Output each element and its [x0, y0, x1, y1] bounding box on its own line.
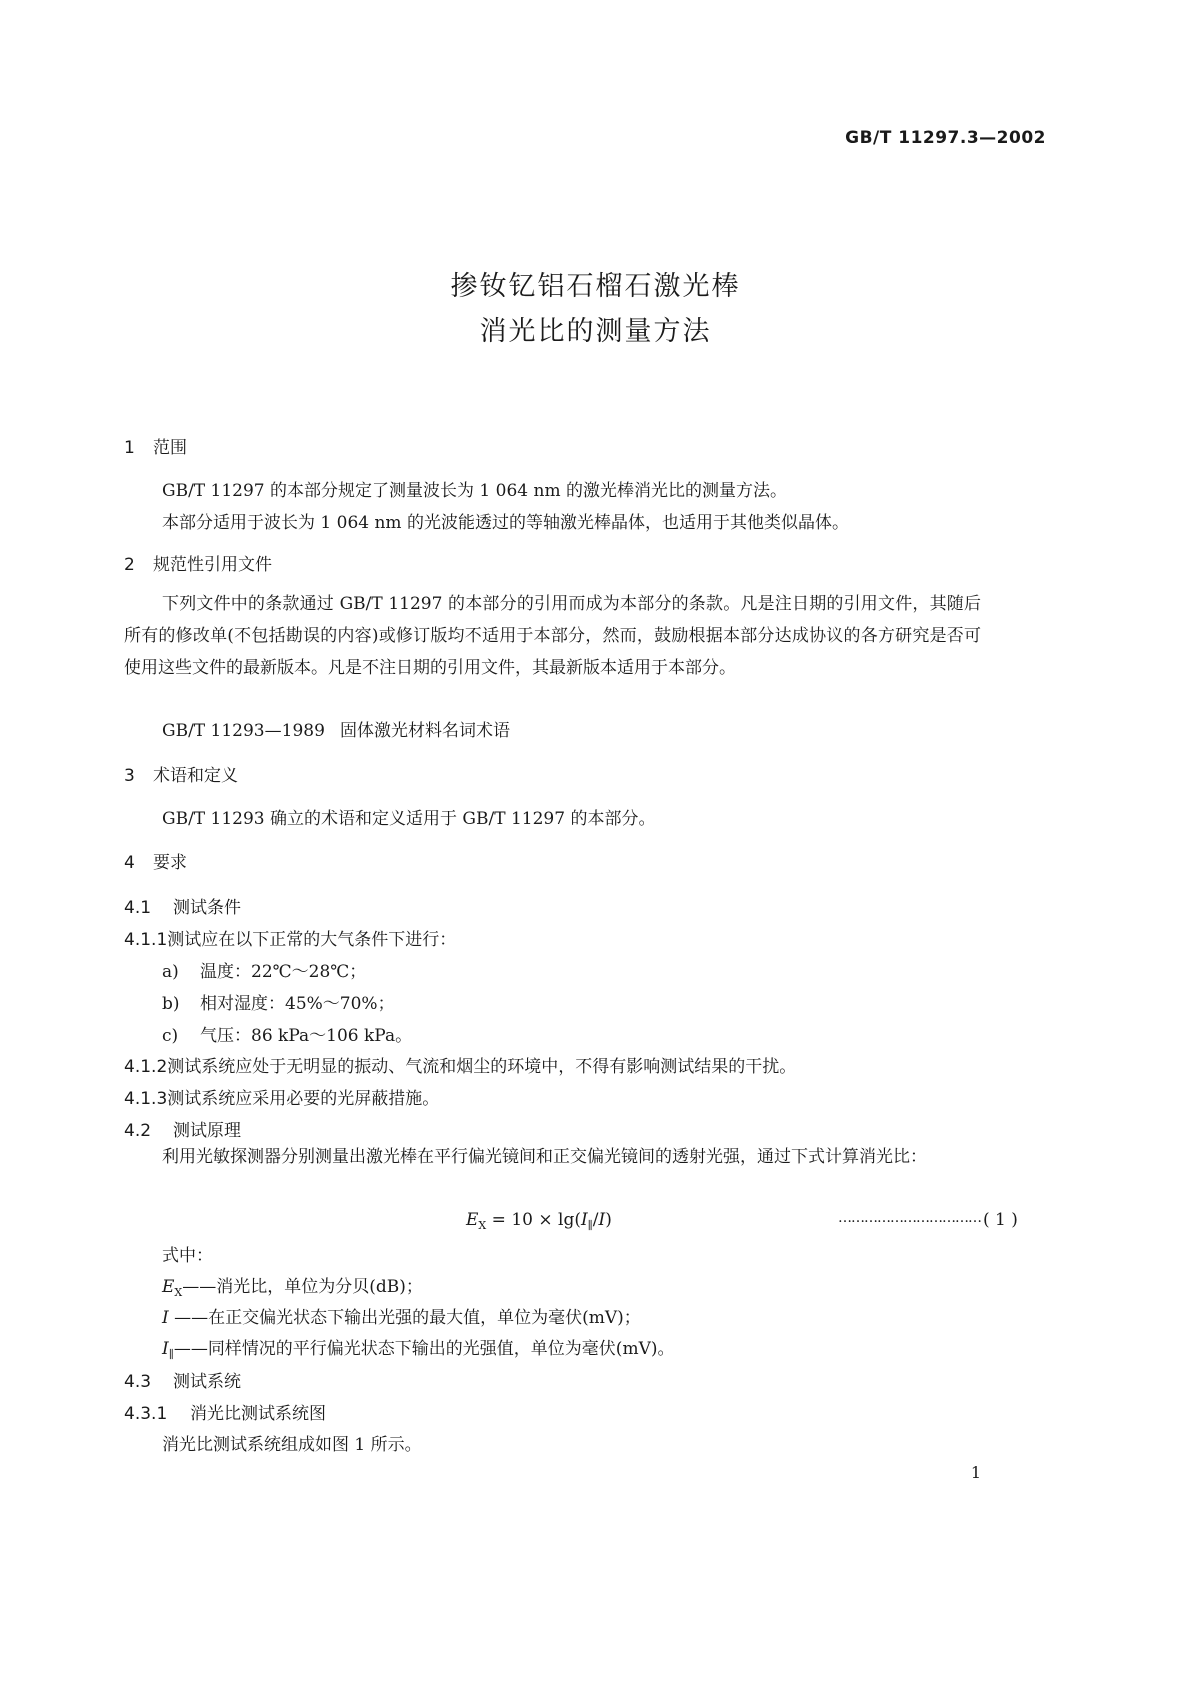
clause-number: 4.3.1	[124, 1404, 168, 1424]
section-title: 规范性引用文件	[153, 555, 272, 575]
clause-number: 4.1.1	[124, 930, 168, 950]
section-number: 3	[124, 766, 135, 786]
where-intro: 式中：	[162, 1246, 213, 1266]
clause-4-1-2	[124, 1052, 796, 1077]
clause-number: 4.1.2	[124, 1057, 168, 1077]
clause-4-3-1-heading	[124, 1399, 326, 1424]
list-item	[162, 989, 395, 1014]
section-title: 术语和定义	[153, 766, 238, 786]
formula-symbol: I	[162, 1308, 169, 1328]
subsection-title: 测试原理	[173, 1121, 241, 1141]
formula-text: /	[592, 1210, 599, 1230]
definition-text: ——在正交偏光状态下输出光强的最大值，单位为毫伏(mV)；	[168, 1308, 641, 1328]
section-number: 1	[124, 438, 135, 458]
clause-text: 测试系统应处于无明显的振动、气流和烟尘的环境中，不得有影响测试结果的干扰。	[167, 1057, 797, 1077]
formula-leader: ……………………………	[838, 1210, 981, 1226]
section-title: 要求	[153, 853, 187, 873]
subsection-title: 测试条件	[173, 898, 241, 918]
formula-symbol: E	[162, 1277, 175, 1297]
paragraph: 本部分适用于波长为 1 064 nm 的光波能透过的等轴激光棒晶体，也适用于其他类似晶体。	[162, 513, 849, 533]
list-text: 相对湿度：45%～70%；	[200, 994, 395, 1014]
title-line-1: 掺钕钇铝石榴石激光棒	[450, 271, 741, 302]
subsection-number: 4.2	[124, 1121, 152, 1141]
list-item	[162, 1021, 412, 1046]
formula-symbol: I	[580, 1210, 588, 1230]
clause-number: 4.1.3	[124, 1089, 168, 1109]
definition-text: ——消光比，单位为分贝(dB)；	[182, 1277, 423, 1297]
section-3-heading	[124, 761, 238, 786]
definition-item	[162, 1334, 674, 1361]
formula-1	[466, 1210, 612, 1232]
subsection-title: 测试系统	[173, 1372, 241, 1392]
paragraph: 下列文件中的条款通过 GB/T 11297 的本部分的引用而成为本部分的条款。凡是注日期的引用文件，其随后所有的修改单(不包括勘误的内容)或修订版均不适用于本部分，然而，鼓励根据本部分达成协议的各方研究是否可使用这些文件的最新版本。凡是不注日期的引用文件，其最新版本适用于本部分。	[124, 594, 981, 678]
paragraph: 消光比测试系统组成如图 1 所示。	[162, 1435, 422, 1455]
list-label: a)	[162, 962, 179, 982]
section-1-heading	[124, 433, 187, 458]
list-text: 温度：22℃～28℃；	[200, 962, 367, 982]
formula-symbol: I	[162, 1339, 169, 1359]
normative-reference	[162, 716, 510, 741]
list-label: c)	[162, 1026, 179, 1046]
formula-text: )	[605, 1210, 612, 1230]
formula-subscript: X	[478, 1219, 487, 1232]
section-number: 4	[124, 853, 135, 873]
list-text: 气压：86 kPa～106 kPa。	[200, 1026, 413, 1046]
formula-text: = 10 × lg(	[486, 1210, 581, 1230]
reference-code: GB/T 11293—1989	[162, 721, 325, 741]
subsection-number: 4.3	[124, 1372, 152, 1392]
page-number: 1	[970, 1463, 981, 1482]
clause-text: 测试系统应采用必要的光屏蔽措施。	[167, 1089, 440, 1109]
formula-symbol: I	[598, 1210, 606, 1230]
paragraph: 利用光敏探测器分别测量出激光棒在平行偏光镜间和正交偏光镜间的透射光强，通过下式计算消光比：	[162, 1147, 927, 1167]
section-2-heading	[124, 550, 272, 575]
section-number: 2	[124, 555, 135, 575]
section-title: 范围	[153, 438, 187, 458]
clause-4-1-1	[124, 925, 456, 950]
formula-number: ( 1 )	[983, 1210, 1018, 1230]
subsection-4-1-heading	[124, 893, 241, 918]
formula-subscript: ∥	[168, 1348, 174, 1361]
definition-item	[162, 1303, 641, 1328]
clause-4-1-3	[124, 1084, 439, 1109]
section-4-heading	[124, 848, 187, 873]
definition-item	[162, 1272, 423, 1299]
clause-title: 消光比测试系统图	[190, 1404, 326, 1424]
list-label: b)	[162, 994, 180, 1014]
paragraph: GB/T 11297 的本部分规定了测量波长为 1 064 nm 的激光棒消光比的测量方法。	[162, 481, 787, 501]
formula-subscript: X	[174, 1286, 183, 1299]
list-item	[162, 957, 366, 982]
subsection-4-2-heading	[124, 1116, 241, 1141]
definition-text: ——同样情况的平行偏光状态下输出的光强值，单位为毫伏(mV)。	[173, 1339, 675, 1359]
paragraph: GB/T 11293 确立的术语和定义适用于 GB/T 11297 的本部分。	[162, 809, 656, 829]
clause-text: 测试应在以下正常的大气条件下进行：	[167, 930, 457, 950]
formula-subscript: ∥	[587, 1219, 593, 1232]
standard-number: GB/T 11297.3—2002	[845, 128, 1046, 148]
subsection-4-3-heading	[124, 1367, 241, 1392]
formula-symbol: E	[466, 1210, 479, 1230]
title-line-2: 消光比的测量方法	[479, 316, 712, 347]
reference-title: 固体激光材料名词术语	[340, 721, 510, 741]
subsection-number: 4.1	[124, 898, 152, 918]
